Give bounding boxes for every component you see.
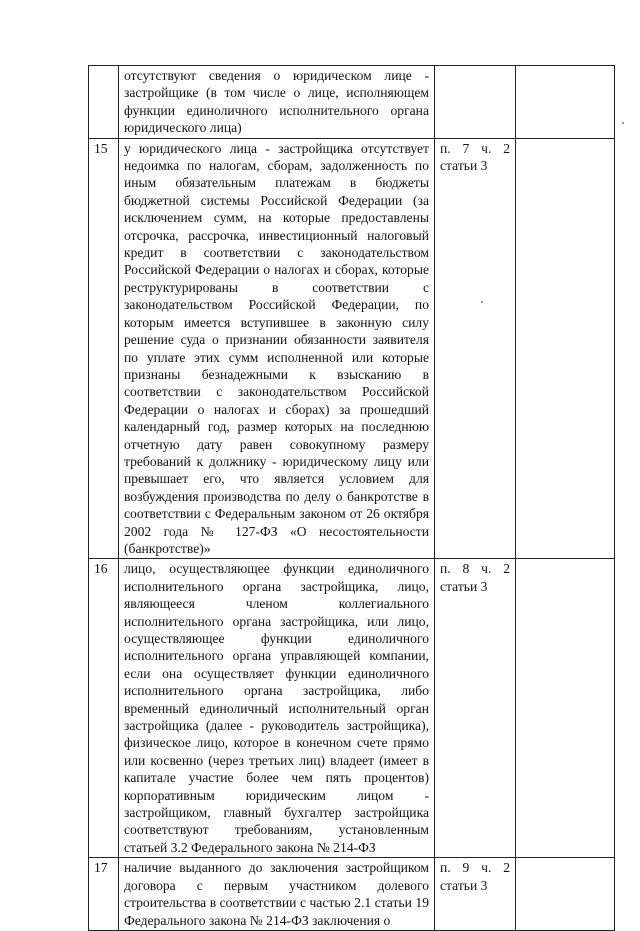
row-number — [89, 66, 119, 139]
row-reference: п. 9 ч. 2 статьи 3 — [435, 858, 516, 931]
row-reference — [435, 66, 516, 139]
row-text: отсутствуют сведения о юридическом лице - застройщике (в том числе о лице, исполняющем функции единоличного исполнительного органа юридического лица) — [119, 66, 435, 139]
scan-speck — [481, 301, 483, 303]
row-extra — [516, 66, 615, 139]
row-extra — [516, 858, 615, 931]
row-extra — [516, 138, 615, 559]
row-number: 15 — [89, 138, 119, 559]
requirements-table — [88, 65, 615, 931]
table-row — [89, 858, 615, 931]
row-number: 17 — [89, 858, 119, 931]
scan-speck — [622, 122, 624, 124]
row-number: 16 — [89, 559, 119, 858]
row-reference: п. 8 ч. 2 статьи 3 — [435, 559, 516, 858]
row-text: у юридического лица - застройщика отсутствует недоимка по налогам, сборам, задолженность по иным обязательным платежам в бюджеты бюджетной системы Российской Федерации (за исключением сумм, на которые предоставлены отсрочка, рассрочка, инвестиционный налоговый кредит в соответствии с законодательством Российской Федерации о налогах и сборах, которые реструктурированы в соответствии с законодательством Российской Федерации, по которым имеется вступившее в законную силу решение суда о признании обязанности заявителя по уплате этих сумм исполненной или которые признаны безнадежными к взысканию в соответствии с законодательством Российской Федерации о налогах и сборах) за прошедший календарный год, размер которых на последнюю отчетную дату равен совокупному размеру требований к должнику - юридическому лицу или превышает его, что является условием для возбуждения производства по делу о банкротстве в соответствии с Федеральным законом от 26 октября 2002 года № 127-ФЗ «О несостоятельности (банкротстве)» — [119, 138, 435, 559]
table-row — [89, 66, 615, 139]
row-reference: п. 7 ч. 2 статьи 3 — [435, 138, 516, 559]
row-text: наличие выданного до заключения застройщиком договора с первым участником долевого строительства в соответствии с частью 2.1 статьи 19 Федерального закона № 214-ФЗ заключения о — [119, 858, 435, 931]
row-extra — [516, 559, 615, 858]
table-row — [89, 559, 615, 858]
table-row — [89, 138, 615, 559]
row-text: лицо, осуществляющее функции единоличного исполнительного органа застройщика, лицо, являющееся членом коллегиального исполнительного органа застройщика, или лицо, осуществляющее функции единоличного исполнительного органа управляющей компании, если она осуществляет функции единоличного исполнительного органа застройщика, либо временный единоличный исполнительный орган застройщика (далее - руководитель застройщика), физическое лицо, которое в конечном счете прямо или косвенно (через третьих лиц) владеет (имеет в капитале участие более чем пять процентов) корпоративным юридическим лицом - застройщиком, главный бухгалтер застройщика соответствуют требованиям, установленным статьей 3.2 Федерального закона № 214-ФЗ — [119, 559, 435, 858]
